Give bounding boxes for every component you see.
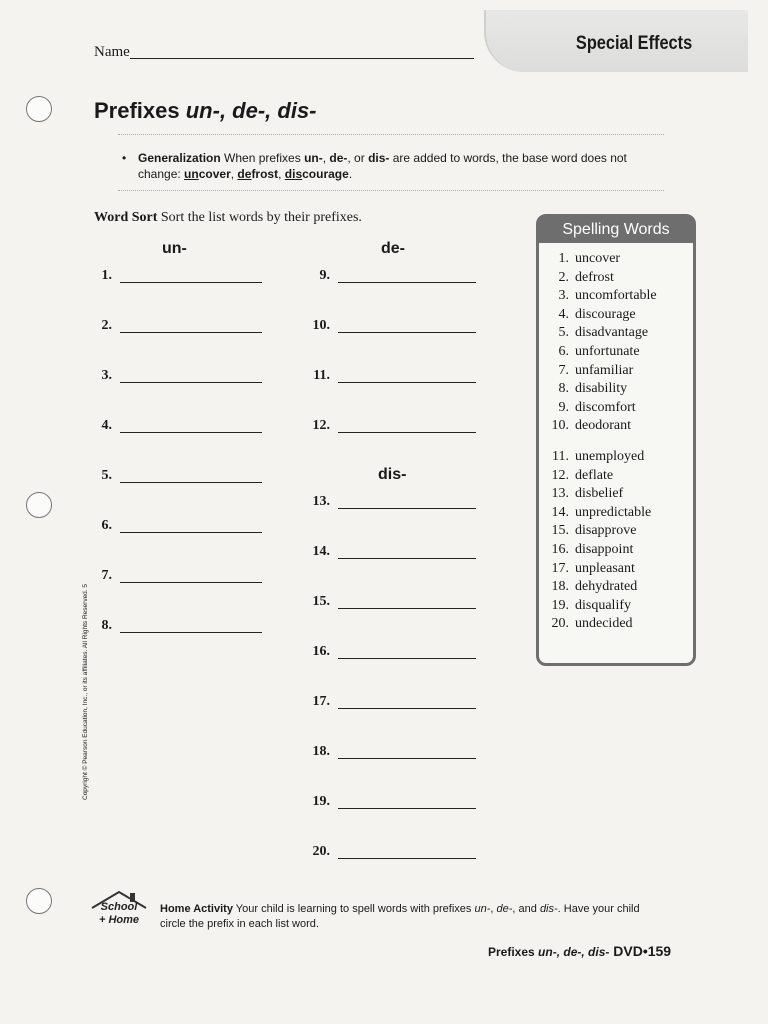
spelling-word-number: 6.: [558, 344, 569, 359]
answer-blank[interactable]: [120, 382, 262, 383]
answer-blank[interactable]: [338, 608, 476, 609]
spelling-word-text: undecided: [575, 616, 633, 632]
svg-text:School: School: [100, 901, 138, 913]
spelling-word: [547, 400, 636, 416]
spelling-word-number: 8.: [558, 381, 569, 397]
item-number: 9.: [319, 268, 330, 283]
spelling-word: [547, 325, 648, 341]
item-number: 20.: [312, 844, 330, 859]
spelling-word-number: 19.: [551, 597, 569, 613]
spelling-word-text: disappoint: [575, 542, 634, 557]
spelling-word-number: 11.: [552, 449, 569, 464]
spelling-word-number: 10.: [551, 418, 569, 434]
binder-hole-top: [26, 96, 52, 122]
item-number: 7.: [101, 568, 112, 583]
spelling-word: [547, 579, 637, 595]
item-number: 3.: [101, 368, 112, 383]
item-number: 14.: [312, 544, 330, 559]
spelling-word-text: disadvantage: [575, 325, 649, 341]
spelling-word: [547, 344, 640, 360]
item-number: 13.: [312, 494, 330, 509]
item-number: 2.: [101, 318, 112, 333]
spelling-word-number: 4.: [558, 306, 569, 322]
spelling-word-number: 12.: [551, 467, 569, 483]
answer-blank[interactable]: [338, 708, 476, 709]
spelling-word-text: deflate: [575, 467, 614, 483]
spelling-word: [547, 486, 623, 502]
answer-blank[interactable]: [338, 282, 476, 283]
spelling-word-number: 17.: [551, 560, 569, 576]
spelling-word: [547, 505, 651, 521]
answer-blank[interactable]: [120, 482, 262, 483]
page-footer: Prefixes un-, de-, dis- DVD•159: [488, 943, 672, 959]
spelling-word-text: disbelief: [575, 486, 624, 502]
name-field[interactable]: [130, 58, 474, 59]
spelling-word: [547, 449, 644, 465]
answer-blank[interactable]: [120, 582, 262, 583]
spelling-word: [547, 523, 636, 539]
answer-blank[interactable]: [120, 332, 262, 333]
spelling-word-text: deodorant: [575, 418, 631, 434]
spelling-word: [547, 418, 631, 434]
spelling-word-number: 3.: [558, 288, 569, 304]
lesson-title: Special Effects: [575, 33, 692, 54]
item-number: 11.: [313, 368, 330, 383]
spelling-word: [547, 251, 620, 267]
answer-blank[interactable]: [338, 758, 476, 759]
spelling-word: [547, 616, 633, 632]
generalization-text: Generalization When prefixes un-, de-, or dis- are added to words, the base word does not change: uncover, defrost, discourage.: [138, 151, 627, 181]
bullet-icon: •: [122, 151, 127, 165]
answer-blank[interactable]: [338, 858, 476, 859]
spelling-words-box: [536, 214, 696, 666]
spelling-words-title: Spelling Words: [539, 217, 693, 243]
item-number: 1.: [101, 268, 112, 283]
answer-blank[interactable]: [338, 382, 476, 383]
binder-hole-bottom: [26, 888, 52, 914]
spelling-word-text: unfortunate: [575, 344, 640, 359]
spelling-word-text: disqualify: [575, 597, 631, 613]
spelling-word-text: unfamiliar: [575, 362, 634, 378]
name-label: Name: [94, 44, 130, 60]
school-home-logo: [88, 888, 150, 926]
spelling-word-text: disapprove: [575, 523, 637, 539]
spelling-word: [547, 270, 614, 286]
spelling-word-text: unemployed: [575, 449, 645, 464]
item-number: 16.: [312, 644, 330, 659]
item-number: 10.: [312, 318, 330, 333]
spelling-word-text: discomfort: [575, 399, 636, 415]
spelling-word: [547, 542, 633, 558]
spelling-word: [547, 381, 627, 397]
answer-blank[interactable]: [120, 432, 262, 433]
divider-bottom: [118, 190, 664, 191]
spelling-word-number: 20.: [551, 616, 569, 632]
item-number: 17.: [312, 694, 330, 709]
answer-blank[interactable]: [120, 532, 262, 533]
answer-blank[interactable]: [338, 558, 476, 559]
home-activity: Home Activity Your child is learning to spell words with prefixes un-, de-, and dis-. Have your child circle the prefix in each list word.: [160, 903, 640, 930]
item-number: 15.: [312, 594, 330, 609]
spelling-word-number: 18.: [551, 579, 569, 595]
spelling-word-number: 1.: [558, 251, 569, 266]
spelling-word-text: discourage: [575, 306, 636, 322]
spelling-word-number: 15.: [551, 523, 569, 539]
spelling-word-text: dehydrated: [575, 579, 638, 595]
spelling-word-number: 16.: [551, 542, 569, 557]
item-number: 4.: [101, 418, 112, 433]
item-number: 12.: [312, 418, 330, 433]
word-sort-instruction: Word Sort Sort the list words by their prefixes.: [94, 210, 362, 225]
spelling-word-number: 7.: [558, 362, 569, 378]
spelling-word-text: uncover: [575, 251, 621, 266]
column-heading-dis: dis-: [378, 466, 407, 483]
spelling-word-number: 13.: [551, 486, 569, 502]
answer-blank[interactable]: [338, 808, 476, 809]
divider-top: [118, 134, 664, 135]
spelling-word-text: unpleasant: [575, 560, 635, 576]
column-heading-un: un-: [162, 240, 187, 257]
answer-blank[interactable]: [338, 332, 476, 333]
answer-blank[interactable]: [338, 432, 476, 433]
spelling-word: [547, 561, 635, 577]
column-heading-de: de-: [381, 240, 405, 257]
spelling-word-text: disability: [575, 381, 628, 397]
item-number: 8.: [101, 618, 112, 633]
spelling-word-number: 5.: [558, 325, 569, 341]
answer-blank[interactable]: [338, 508, 476, 509]
item-number: 5.: [101, 468, 112, 483]
item-number: 19.: [312, 794, 330, 809]
answer-blank[interactable]: [120, 282, 262, 283]
binder-hole-middle: [26, 492, 52, 518]
spelling-word: [547, 363, 633, 379]
spelling-word: [547, 468, 613, 484]
spelling-word: [547, 307, 636, 323]
svg-text:+ Home: + Home: [98, 914, 140, 926]
spelling-word-text: defrost: [575, 269, 614, 285]
item-number: 6.: [101, 518, 112, 533]
spelling-word-text: unpredictable: [575, 504, 652, 520]
spelling-word: [547, 598, 631, 614]
copyright-notice: Copyright © Pearson Education, Inc., or its affiliates. All Rights Reserved. 5: [82, 583, 89, 800]
spelling-word-number: 2.: [558, 269, 569, 285]
spelling-word: [547, 288, 657, 304]
page-title: Prefixes un-, de-, dis-: [94, 98, 317, 123]
spelling-word-text: uncomfortable: [575, 288, 657, 304]
spelling-word-number: 9.: [558, 399, 569, 415]
spelling-word-number: 14.: [551, 504, 569, 520]
answer-blank[interactable]: [120, 632, 262, 633]
item-number: 18.: [312, 744, 330, 759]
answer-blank[interactable]: [338, 658, 476, 659]
